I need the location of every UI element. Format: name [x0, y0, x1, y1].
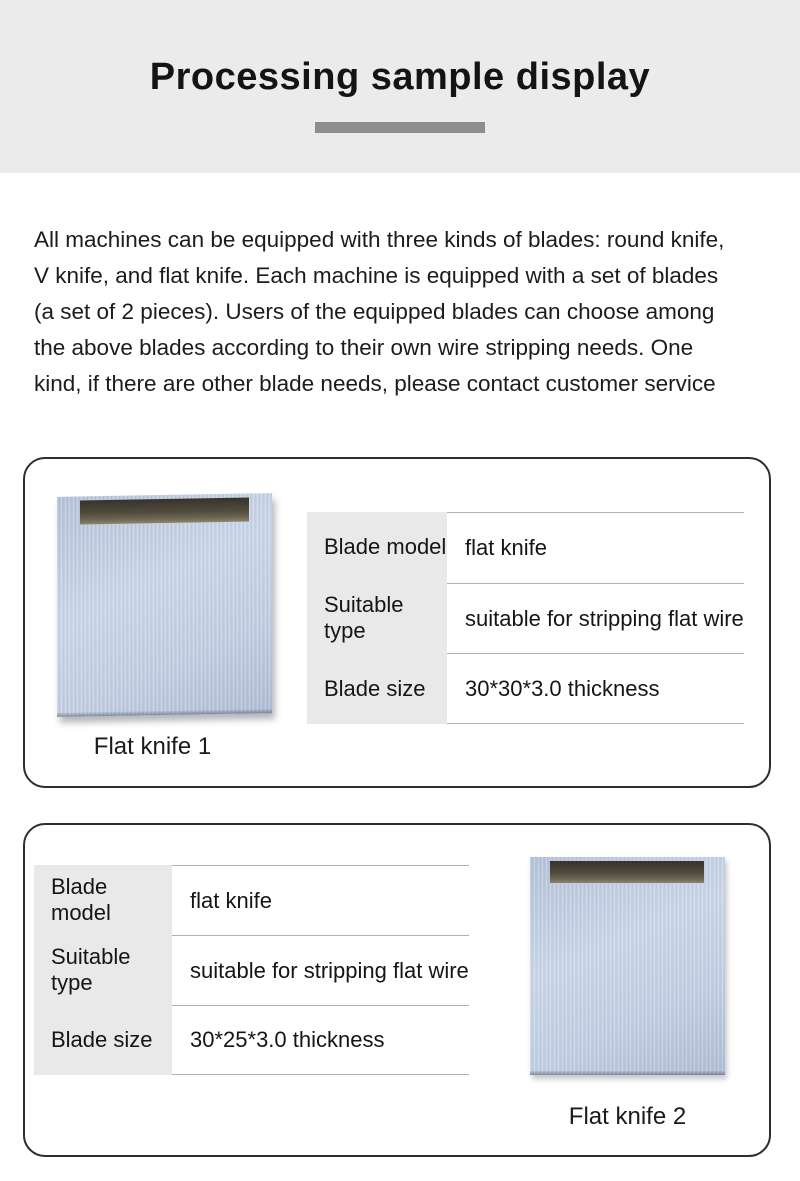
- spec-table: [307, 512, 744, 724]
- intro-line: V knife, and flat knife. Each machine is equipped with a set of blades: [34, 263, 719, 288]
- title-underline-bar: [315, 122, 485, 133]
- blade-caption: Flat knife 1: [93, 733, 212, 760]
- flat-knife-2-photo: [530, 857, 725, 1075]
- spec-label: Blade size: [307, 653, 447, 724]
- spec-value: 30*25*3.0 thickness: [172, 1005, 469, 1075]
- spec-table: [34, 865, 469, 1075]
- intro-line: (a set of 2 pieces). Users of the equipped blades can choose among: [34, 299, 715, 324]
- blade-card-flat-knife-1: [23, 457, 771, 788]
- blade-card-flat-knife-2: [23, 823, 771, 1157]
- spec-value: flat knife: [172, 865, 469, 935]
- spec-label: Blade model: [307, 512, 447, 583]
- intro-line: the above blades according to their own wire stripping needs. One: [34, 335, 694, 360]
- blade-caption: Flat knife 2: [568, 1103, 687, 1130]
- blade-notch: [550, 861, 704, 883]
- spec-label: Suitable type: [34, 935, 172, 1005]
- spec-value: 30*30*3.0 thickness: [447, 653, 744, 724]
- intro-paragraph: [34, 222, 779, 402]
- flat-knife-1-photo: [57, 493, 272, 717]
- page-title: Processing sample display: [149, 56, 651, 98]
- spec-value: flat knife: [447, 512, 744, 583]
- spec-label: Blade model: [34, 865, 172, 935]
- spec-label: Suitable type: [307, 583, 447, 654]
- spec-value: suitable for stripping flat wire: [172, 935, 469, 1005]
- hero-band: [0, 0, 800, 173]
- intro-line: kind, if there are other blade needs, please contact customer service: [34, 371, 716, 396]
- spec-value: suitable for stripping flat wire: [447, 583, 744, 654]
- spec-label: Blade size: [34, 1005, 172, 1075]
- blade-notch: [80, 498, 249, 525]
- intro-line: All machines can be equipped with three kinds of blades: round knife,: [34, 227, 725, 252]
